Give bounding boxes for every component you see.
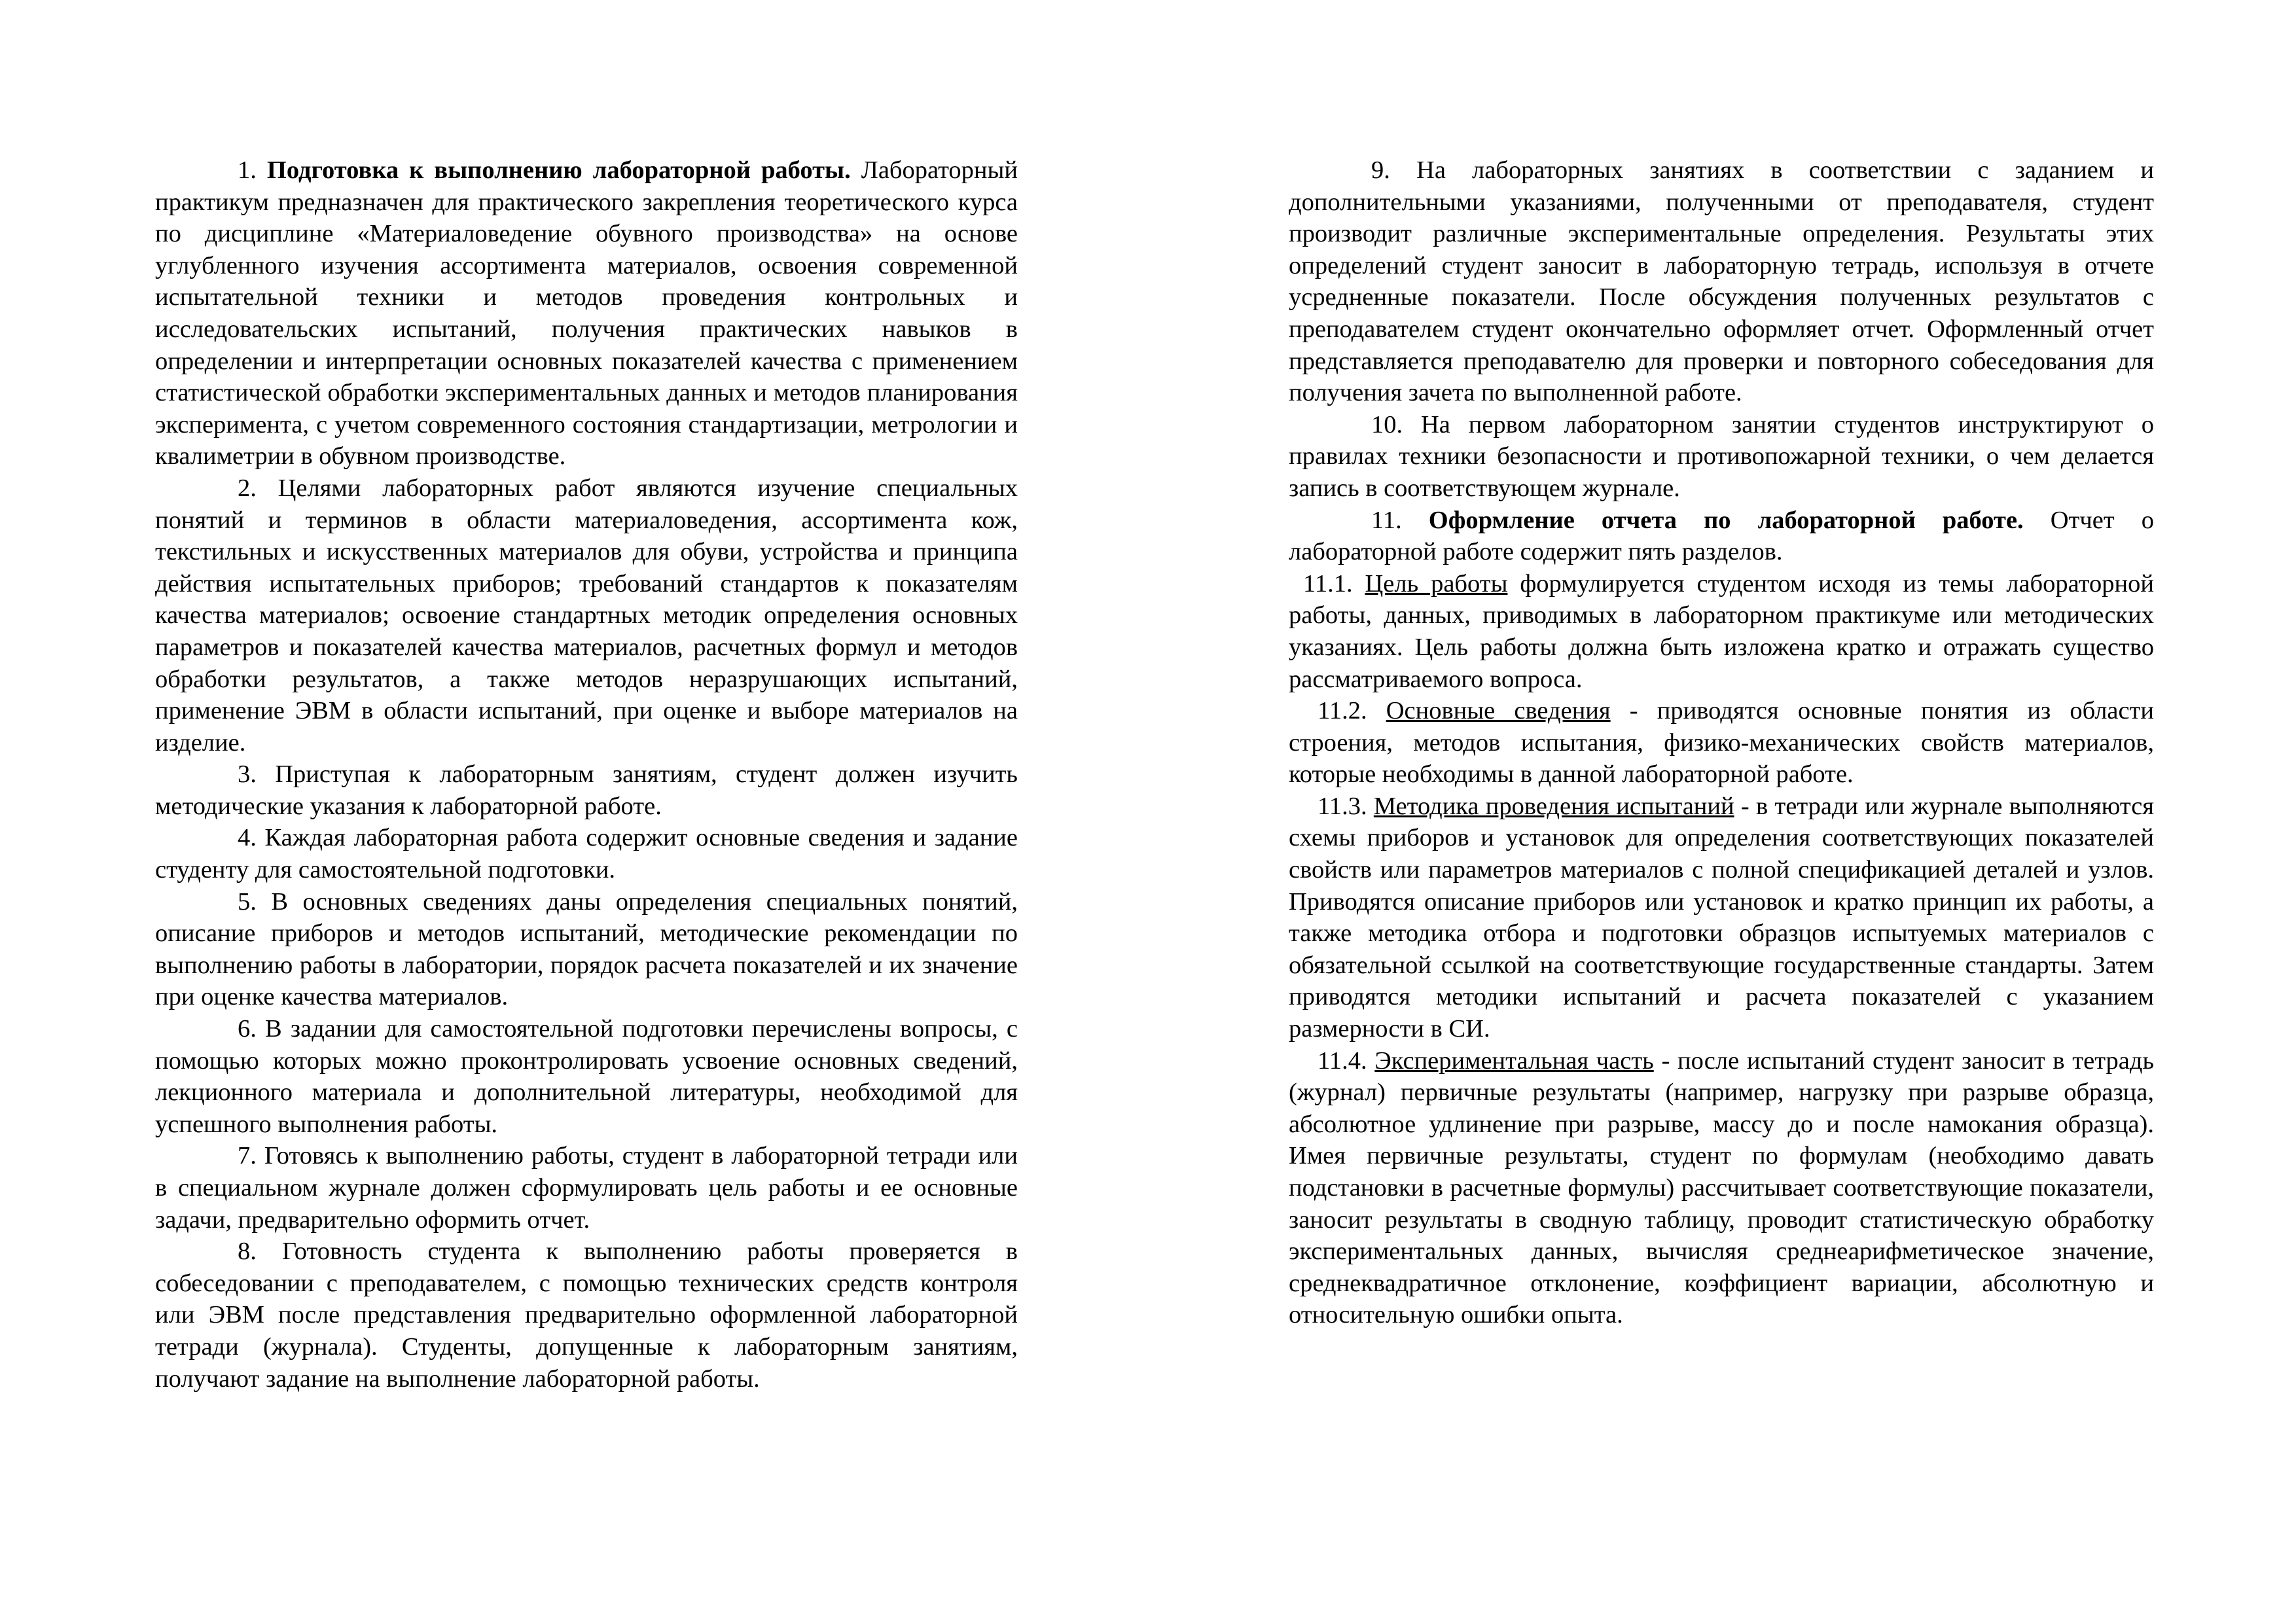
paragraph-6: 6. В задании для самостоятельной подготовки перечислены вопросы, с помощью которых можно проконтролировать усвоение основных сведений, лекционного материала и дополнительной литературы, необходимой для успешного выполнения работы. — [155, 1015, 1018, 1138]
paragraph-1-heading: Подготовка к выполнению лабораторной работы. — [266, 156, 851, 184]
paragraph-11-2-term: Основные сведения — [1386, 697, 1611, 725]
paragraph-11-1 — [1289, 568, 2154, 695]
paragraph-7: 7. Готовясь к выполнению работы, студент в лабораторной тетради или в специальном журнале должен сформулировать цель работы и ее основные задачи, предварительно оформить отчет. — [155, 1142, 1018, 1234]
paragraph-1 — [155, 154, 1018, 473]
paragraph-4: 4. Каждая лабораторная работа содержит основные сведения и задание студенту для самостоятельной подготовки. — [155, 824, 1018, 884]
right-column — [1289, 154, 2154, 1331]
paragraph-1-text: Лабораторный практикум предназначен для практического закрепления теоретического курса по дисциплине «Материаловедение обувного производства» на основе углубленного изучения ассортимента материалов, освоения современной испытательной техники и методов проведения контрольных и исследовательских испытаний, получения практических навыков в определении и интерпретации основных показателей качества с применением статистической обработки экспериментальных данных и методов планирования эксперимента, с учетом современного состояния стандартизации, метрологии и квалиметрии в обувном производстве. — [155, 156, 1018, 471]
paragraph-11-3-number: 11.3. — [1318, 792, 1367, 820]
paragraph-11-4-term: Экспериментальная часть — [1374, 1046, 1654, 1075]
paragraph-11-4 — [1289, 1045, 2154, 1331]
paragraph-11-2-text: - приводятся основные понятия из области строения, методов испытания, физико-механических свойств материалов, которые необходимы в данной лабораторной работе. — [1289, 697, 2155, 789]
paragraph-11 — [1289, 505, 2154, 568]
paragraph-11-4-number: 11.4. — [1318, 1046, 1367, 1075]
paragraph-2: 2. Целями лабораторных работ являются изучение специальных понятий и терминов в области материаловедения, ассортимента кож, текстильных и искусственных материалов для обуви, устройства и принципа действия испытательных приборов; требований стандартов к показателям качества материалов; освоение стандартных методик определения основных параметров и показателей качества материалов, расчетных формул и методов обработки результатов, а также методов неразрушающих испытаний, применение ЭВМ в области испытаний, при оценке и выборе материалов на изделие. — [155, 474, 1018, 757]
paragraph-11-3 — [1289, 791, 2154, 1045]
left-column — [155, 154, 1018, 1395]
paragraph-5: 5. В основных сведениях даны определения специальных понятий, описание приборов и методов испытаний, методические рекомендации по выполнению работы в лаборатории, порядок расчета показателей и их значение при оценке качества материалов. — [155, 887, 1018, 1011]
paragraph-11-1-term: Цель работы — [1365, 569, 1508, 597]
paragraph-11-3-text: - в тетради или журнале выполняются схемы приборов и установок для определения соответствующих показателей свойств или параметров материалов с полной спецификацией деталей и узлов. Приводятся описание приборов или установок и кратко принцип их работы, а также методика отбора и подготовки образцов испытуемых материалов с обязательной ссылкой на соответствующие государственные стандарты. Затем приводятся методики испытаний и расчета показателей с указанием размерности в СИ. — [1289, 792, 2155, 1043]
paragraph-8: 8. Готовность студента к выполнению работы проверяется в собеседовании с преподавателем, с помощью технических средств контроля или ЭВМ после представления предварительно оформленной лабораторной тетради (журнала). Студенты, допущенные к лабораторным занятиям, получают задание на выполнение лабораторной работы. — [155, 1238, 1018, 1393]
paragraph-9: 9. На лабораторных занятиях в соответствии с заданием и дополнительными указаниями, полученными от преподавателя, студент производит различные экспериментальные определения. Результаты этих определений студент заносит в лабораторную тетрадь, используя в отчете усредненные показатели. После обсуждения полученных результатов с преподавателем студент окончательно оформляет отчет. Оформленный отчет представляется преподавателю для проверки и повторного собеседования для получения зачета по выполненной работе. — [1289, 156, 2154, 407]
paragraph-11-3-term: Методика проведения испытаний — [1373, 792, 1734, 820]
paragraph-11-number: 11. — [1371, 506, 1402, 534]
paragraph-3: 3. Приступая к лабораторным занятиям, студент должен изучить методические указания к лабораторной работе. — [155, 760, 1018, 820]
paragraph-10: 10. На первом лабораторном занятии студентов инструктируют о правилах техники безопасности и противопожарной техники, о чем делается запись в соответствующем журнале. — [1289, 410, 2154, 502]
paragraph-11-1-number: 11.1. — [1303, 569, 1353, 597]
paragraph-11-2-number: 11.2. — [1318, 697, 1367, 725]
paragraph-11-heading: Оформление отчета по лабораторной работе. — [1428, 506, 2024, 534]
paragraph-11-2 — [1289, 695, 2154, 791]
paragraph-11-4-text: - после испытаний студент заносит в тетрадь (журнал) первичные результаты (например, нагрузку при разрыве образца, абсолютное удлинение при разрыве, массу до и после намокания образца). Имея первичные результаты, студент по формулам (необходимо давать подстановки в расчетные формулы) рассчитывает соответствующие показатели, заносит результаты в сводную таблицу, проводит статистическую обработку экспериментальных данных, вычисляя среднеарифметическое значение, среднеквадратичное отклонение, коэффициент вариации, абсолютную и относительную ошибки опыта. — [1289, 1046, 2155, 1329]
paragraph-11-1-text: формулируется студентом исходя из темы лабораторной работы, данных, приводимых в лабораторном практикуме или методических указаниях. Цель работы должна быть изложена кратко и отражать существо рассматриваемого вопроса. — [1289, 569, 2155, 693]
paragraph-11-text: Отчет о лабораторной работе содержит пять разделов. — [1289, 506, 2155, 566]
paragraph-1-number: 1. — [238, 156, 257, 184]
